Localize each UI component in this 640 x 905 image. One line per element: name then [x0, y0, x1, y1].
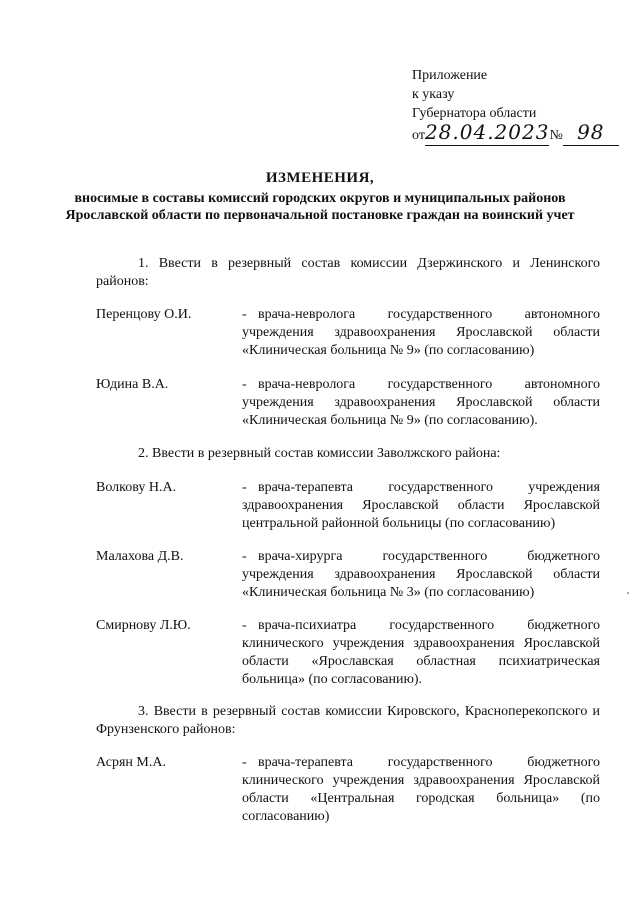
person-description: - врача-невролога государственного автономного учреждения здравоохранения Ярославской области «Клиническая больница № 9» (по согласованию) — [242, 307, 600, 358]
person-description: - врача-психиатра государственного бюджетного клинического учреждения здравоохранения Ярославской области «Ярославская областная психиатрическая больница» (по согласованию). — [242, 618, 600, 687]
appendix-line-date — [412, 120, 619, 146]
person-name: Волкову Н.А. — [96, 480, 177, 495]
person-description: - врача-терапевта государственного учреждения здравоохранения Ярославской области Ярославской центральной районной больницы (по согласованию) — [242, 480, 600, 531]
appendix-block — [412, 66, 619, 146]
handwritten-number: 98 — [577, 120, 605, 144]
dash: - — [242, 755, 247, 770]
dash: - — [242, 307, 247, 322]
appendix-line-3: Губернатора области — [412, 106, 537, 121]
appendix-line-2: к указу — [412, 87, 455, 102]
date-prefix: от — [412, 128, 425, 143]
scan-speck — [627, 592, 629, 594]
person-description: - врача-хирурга государственного бюджетного учреждения здравоохранения Ярославской области «Клиническая больница № 3» (по согласованию) — [242, 549, 600, 600]
person-description: - врача-невролога государственного автономного учреждения здравоохранения Ярославской области «Клиническая больница № 9» (по согласованию). — [242, 377, 600, 428]
document-subtitle: вносимые в составы комиссий городских округов и муниципальных районов Ярославской области по первоначальной постановке граждан на воинский учет — [65, 191, 575, 223]
person-name: Асрян М.А. — [96, 755, 166, 770]
number-field — [563, 120, 619, 146]
dash: - — [242, 549, 247, 564]
section-2-heading: 2. Ввести в резервный состав комиссии Заволжского района: — [138, 446, 501, 461]
section-1-heading: 1. Ввести в резервный состав комиссии Дзержинского и Ленинского районов: — [96, 256, 600, 289]
person-name: Малахова Д.В. — [96, 549, 184, 564]
date-field — [424, 120, 550, 146]
appendix-line-1: Приложение — [412, 68, 488, 83]
person-name: Юдина В.А. — [96, 377, 169, 392]
dash: - — [242, 618, 247, 633]
section-3-heading: 3. Ввести в резервный состав комиссии Кировского, Красноперекопского и Фрунзенского районов: — [96, 704, 600, 737]
person-description: - врача-терапевта государственного бюджетного клинического учреждения здравоохранения Ярославской области «Центральная городская больница» (по согласованию) — [242, 755, 600, 824]
number-prefix: № — [549, 128, 563, 143]
person-name: Смирнову Л.Ю. — [96, 618, 191, 633]
document-title: ИЗМЕНЕНИЯ, — [265, 170, 375, 186]
handwritten-date: 28.04.2023 — [424, 120, 550, 144]
person-name: Перенцову О.И. — [96, 307, 192, 322]
dash: - — [242, 377, 247, 392]
dash: - — [242, 480, 247, 495]
